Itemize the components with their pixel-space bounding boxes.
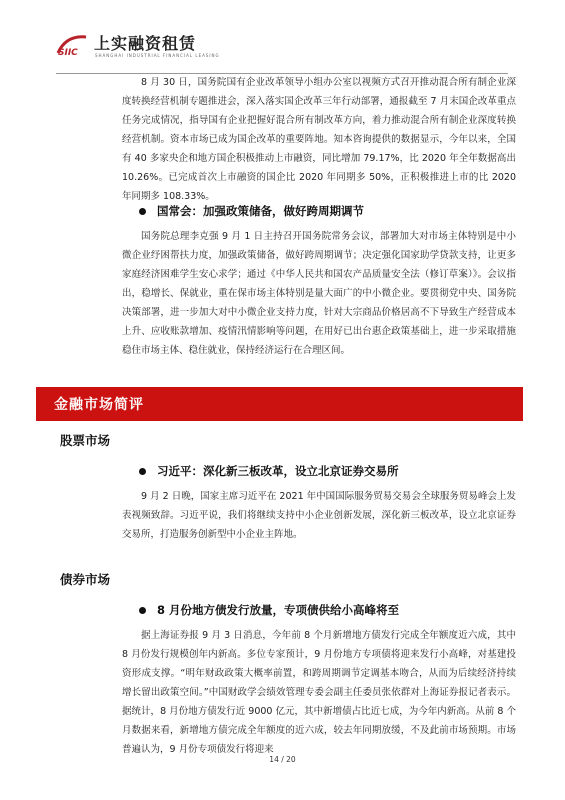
bullet-heading-state-council [139,203,364,219]
page-number: 14 / 20 [269,755,296,764]
company-name-en: SHANGHAI INDUSTRIAL FINANCIAL LEASING [95,53,220,58]
bullet-dot-icon [139,208,146,215]
bullet-heading-local-bonds [139,602,399,618]
bullet-heading-text: 8 月份地方债发行放量，专项债供给小高峰将至 [157,603,400,617]
paragraph-soe-reform: 8 月 30 日，国务院国有企业改革领导小组办公室以视频方式召开推动混合所有制企业深度转换经营机制专题推进会，深入落实国企改革三年行动部署，通报截至 7 月末国企改革重点任务完成情况，指导国有企业把握好混合所有制改革方向，着力推动混合所有制企业深度转换经营机制。资本市场已成为国企改革的重要阵地。知本咨询提供的数据显示，今年以来，全国有 40 多家央企和地方国企积极推动上市融资，同比增加 79.17%，比 2020 年全年数据高出 10.26%。已完成首次上市融资的国企比 2020 年同期多 50%，正积极推进上市的比 2020 年同期多 108.33%。 [122,77,516,202]
svg-text:SIIC: SIIC [58,48,78,58]
subheading-bond-market: 债券市场 [60,572,111,587]
page-header [56,30,516,74]
bullet-heading-bse [139,463,399,479]
paragraph-local-bonds: 据上海证券报 9 月 3 日消息，今年前 8 个月新增地方债发行完成全年额度近六成，其中 8 月份发行规模创年内新高。多位专家预计，9 月份地方专项债将迎来发行小高峰，对基建投资形成支撑。“明年财政政策大概率前置，和跨周期调节定调基本吻合，从而为后续经济持续增长留出政策空间。”中国财政学会绩效管理专委会副主任委员张依群对上海证券报记者表示。据统计，8 月份地方债发行近 9000 亿元，其中新增债占比近七成，为今年内新高。从前 8 个月数据来看，新增地方债完成全年额度的近六成，较去年同期放缓，不及此前市场预期。市场普遍认为，9 月份专项债发行将迎来 [122,630,516,755]
bullet-dot-icon [139,468,146,475]
paragraph-bse: 9 月 2 日晚，国家主席习近平在 2021 年中国国际服务贸易交易会全球服务贸易峰会上发表视频致辞。习近平说，我们将继续支持中小企业创新发展，深化新三板改革，设立北京证券交易所，打造服务创新型中小企业主阵地。 [122,491,516,540]
bullet-heading-text: 国常会：加强政策储备，做好跨周期调节 [157,204,364,218]
company-name-cn: 上实融资租赁 [94,34,197,53]
section-banner-title: 金融市场简评 [54,397,144,413]
paragraph-state-council: 国务院总理李克强 9 月 1 日主持召开国务院常务会议，部署加大对市场主体特别是中小微企业纾困帮扶力度，加强政策储备，做好跨周期调节；决定强化国家助学贷款支持，让更多家庭经济困难学生安心求学；通过《中华人民共和国农产品质量安全法（修订草案）》。会议指出，稳增长、保就业，重在保市场主体特别是量大面广的中小微企业。要贯彻党中央、国务院决策部署，进一步加大对中小微企业支持力度，针对大宗商品价格居高不下导致生产经营成本上升、应收账款增加、疫情汛情影响等问题，在用好已出台惠企政策基础上，进一步采取措施稳住市场主体、稳住就业，保持经济运行在合理区间。 [122,231,516,356]
subheading-stock-market: 股票市场 [60,433,111,448]
bullet-dot-icon [139,607,146,614]
section-banner [36,387,523,421]
bullet-heading-text: 习近平：深化新三板改革，设立北京证券交易所 [157,464,399,478]
siic-logo-icon [56,33,90,59]
